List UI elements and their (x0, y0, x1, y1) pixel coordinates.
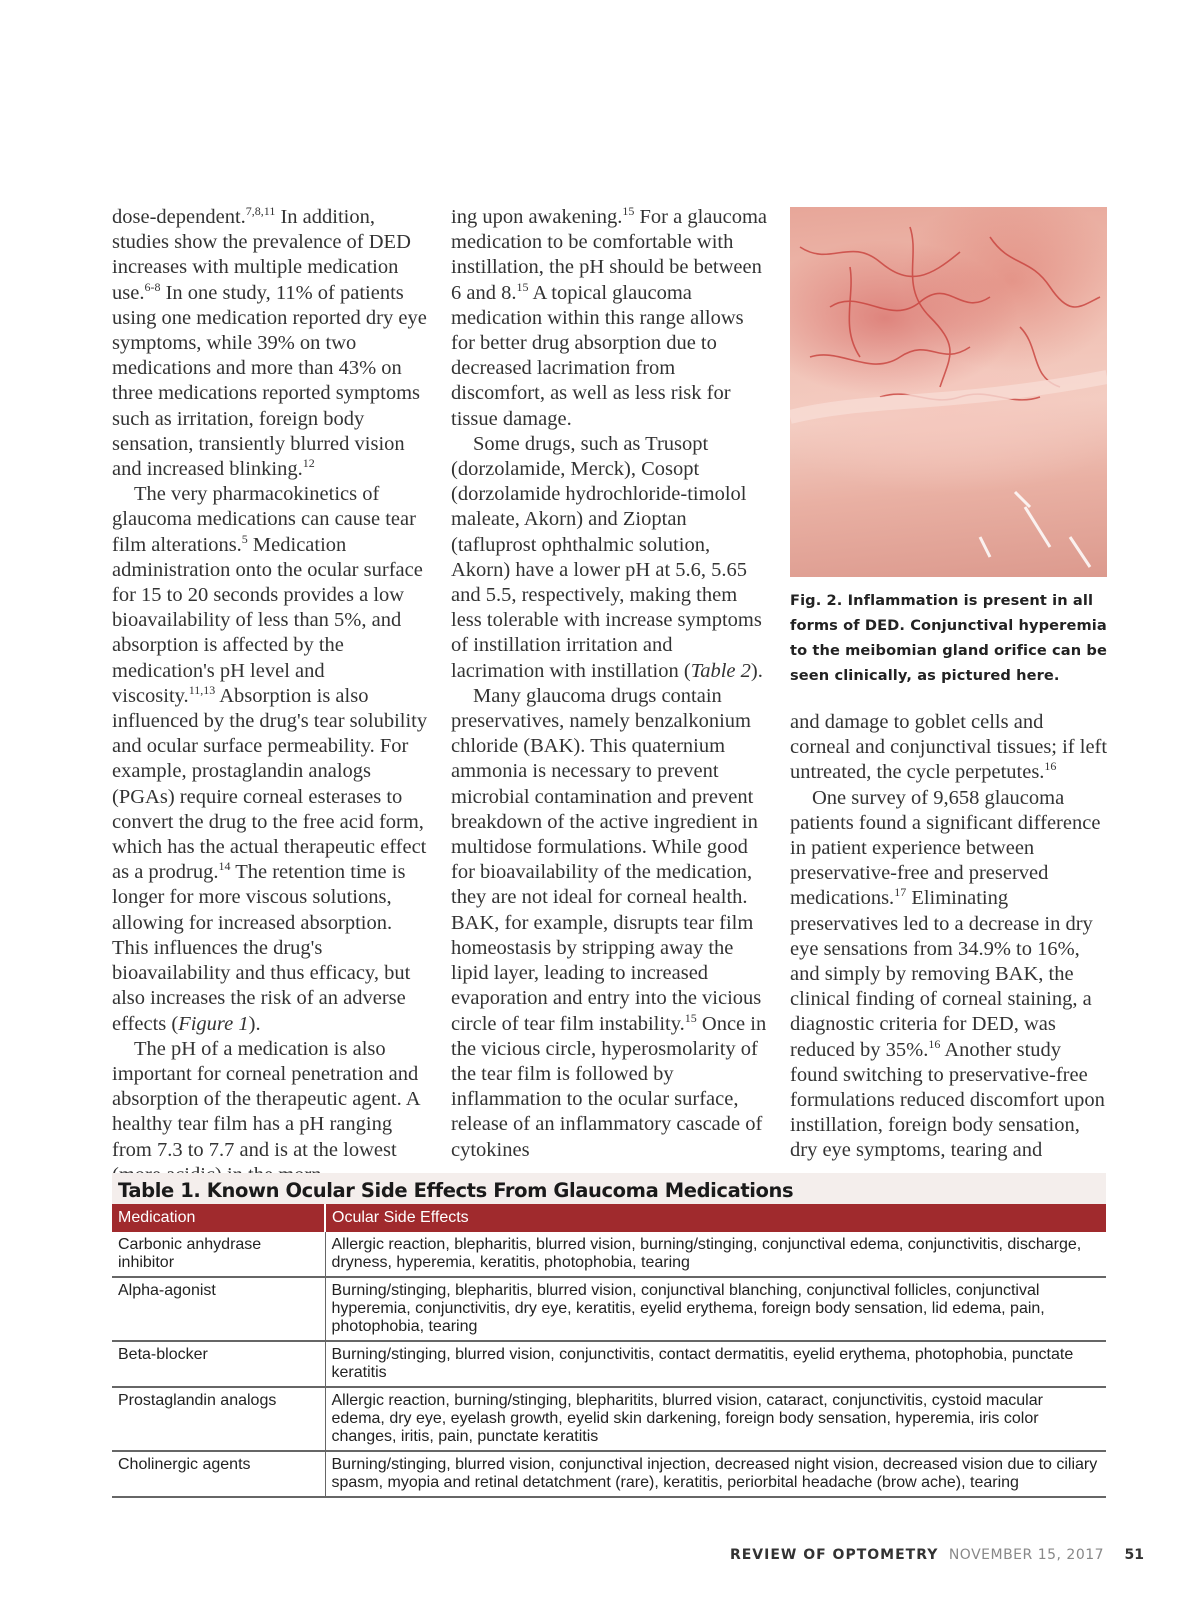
medication-cell: Prostaglandin analogs (112, 1387, 325, 1451)
figure-caption: Fig. 2. Inflammation is present in all forms of DED. Conjunctival hyperemia to the meibomian gland orifice can be seen clinically, as pictured here. (790, 592, 1107, 684)
paragraph: Many glaucoma drugs contain preservatives, namely benzalkonium chloride (BAK). This quaternium ammonia is necessary to prevent microbial contamination and prevent breakdown of the active ingredient in multidose formulations. While good for bioavailability of the medication, they are not ideal for corneal health. BAK, for example, disrupts tear film homeostasis by stripping away the lipid layer, leading to increased evaporation and entry into the vicious circle of tear film instability.$^{15}$ Once in the vicious circle, hyperosmolarity of the tear film is followed by inflammation to the ocular surface, release of an inflammatory cascade of cytokines (451, 684, 767, 1161)
table-header-row (112, 1204, 1106, 1232)
page-number: 51 (1124, 1547, 1144, 1563)
figure-reference: Figure 1 (178, 1012, 249, 1035)
paragraph: The very pharmacokinetics of glaucoma medications can cause tear film alterations.$^5$ Medication administration onto the ocular surface for 15 to 20 seconds provides a low bioavailability of less than 5%, and absorption is affected by the medication's pH level and viscosity.$^{11,13}$ Absorption is also influenced by the drug's tear solubility and ocular surface permeability. For example, prostaglandin analogs (PGAs) require corneal esterases to convert the drug to the free acid form, which has the actual therapeutic effect as a prodrug.$^{14}$ The retention time is longer for more viscous solutions, allowing for increased absorption. This influences the drug's bioavailability and thus efficacy, but also increases the risk of an adverse effects (Figure 1). (112, 483, 428, 1035)
table-title: Table 1. Known Ocular Side Effects From Glaucoma Medications (118, 1179, 794, 1202)
page-footer (730, 1547, 1144, 1563)
column-header: Medication (112, 1204, 325, 1232)
medication-cell: Alpha-agonist (112, 1277, 325, 1341)
table-row (112, 1451, 1106, 1497)
column-header: Ocular Side Effects (325, 1204, 1106, 1232)
paragraph: ing upon awakening.$^{15}$ For a glaucoma medication to be comfortable with instillation, the pH should be between 6 and 8.15 A topical glaucoma medication within this range allows for better drug absorption due to decreased lacrimation from discomfort, as well as less risk for tissue damage. (451, 204, 768, 430)
side-effects-cell: Allergic reaction, blepharitis, blurred vision, burning/stinging, conjunctival edema, conjunctivitis, discharge, dryness, hyperemia, keratitis, photophobia, tearing (325, 1232, 1106, 1277)
side-effects-table (112, 1173, 1106, 1498)
magazine-name: REVIEW OF OPTOMETRY (729, 1547, 939, 1563)
article-column-2 (451, 205, 769, 1163)
paragraph: Some drugs, such as Trusopt (dorzolamide, Merck), Cosopt (dorzolamide hydrochloride-timolol maleate, Akorn) and Zioptan (tafluprost ophthalmic solution, Akorn) have a lower pH at 5.6, 5.65 and 5.5, respectively, making them less tolerable with increase symptoms of instillation irritation and lacrimation with instillation (Table 2). (451, 432, 763, 682)
paragraph: One survey of 9,658 glaucoma patients found a significant difference in patient experience between preservative-free and preserved medications.$^{17}$ Eliminating preservatives led to a decrease in dry eye sensations from 34.9% to 16%, and simply by removing BAK, the clinical finding of corneal staining, a diagnostic criteria for DED, was reduced by 35%.$^{16}$ Another study found switching to preservative-free formulations reduced discomfort upon instillation, foreign body sensation, dry eye symptoms, tearing and (790, 786, 1105, 1162)
article-column-3 (790, 710, 1108, 1164)
side-effects-cell: Burning/stinging, blepharitis, blurred vision, conjunctival blanching, conjunctival follicles, conjunctival hyperemia, conjunctivitis, dry eye, keratitis, eyelid erythema, foreign body sensation, lid edema, pain, photophobia, tearing (325, 1277, 1106, 1341)
paragraph: and damage to goblet cells and corneal and conjunctival tissues; if left untreated, the cycle perpetutes.$^{16}$ (790, 711, 1108, 784)
side-effects-cell: Burning/stinging, blurred vision, conjunctivitis, contact dermatitis, eyelid erythema, photophobia, punctate keratitis (325, 1341, 1106, 1387)
conjunctival-hyperemia-photo (790, 207, 1107, 577)
article-column-1 (112, 205, 430, 1188)
medication-cell: Cholinergic agents (112, 1451, 325, 1497)
side-effects-cell: Allergic reaction, burning/stinging, blepharitits, blurred vision, cataract, conjunctivitis, cystoid macular edema, dry eye, eyelash growth, eyelid skin darkening, foreign body sensation, hyperemia, iris color changes, iritis, pain, punctate keratitis (325, 1387, 1106, 1451)
medication-cell: Carbonic anhydrase inhibitor (112, 1232, 325, 1277)
table-row (112, 1387, 1106, 1451)
issue-date: NOVEMBER 15, 2017 (948, 1547, 1105, 1563)
paragraph: dose-dependent.$^{7,8,11}$ In addition, studies show the prevalence of DED increases with multiple medication use.$^{6-8}$ In one study, 11% of patients using one medication reported dry eye symptoms, while 39% on two medications and more than 43% on three medications reported symptoms such as irritation, foreign body sensation, transiently blurred vision and increased blinking.$^{12}$ (112, 204, 427, 481)
side-effects-cell: Burning/stinging, blurred vision, conjunctival injection, decreased night vision, decreased vision due to ciliary spasm, myopia and retinal detatchment (rare), keratitis, periorbital headache (brow ache), tearing (325, 1451, 1106, 1497)
table-reference: Table 2 (690, 659, 751, 682)
table-row (112, 1277, 1106, 1341)
medication-cell: Beta-blocker (112, 1341, 325, 1387)
paragraph: The pH of a medication is also important for corneal penetration and absorption of the therapeutic agent. A healthy tear film has a pH ranging from 7.3 to 7.7 and is at the lowest (112, 1037, 420, 1161)
table-row (112, 1232, 1106, 1277)
table (112, 1204, 1106, 1498)
table-row (112, 1341, 1106, 1387)
